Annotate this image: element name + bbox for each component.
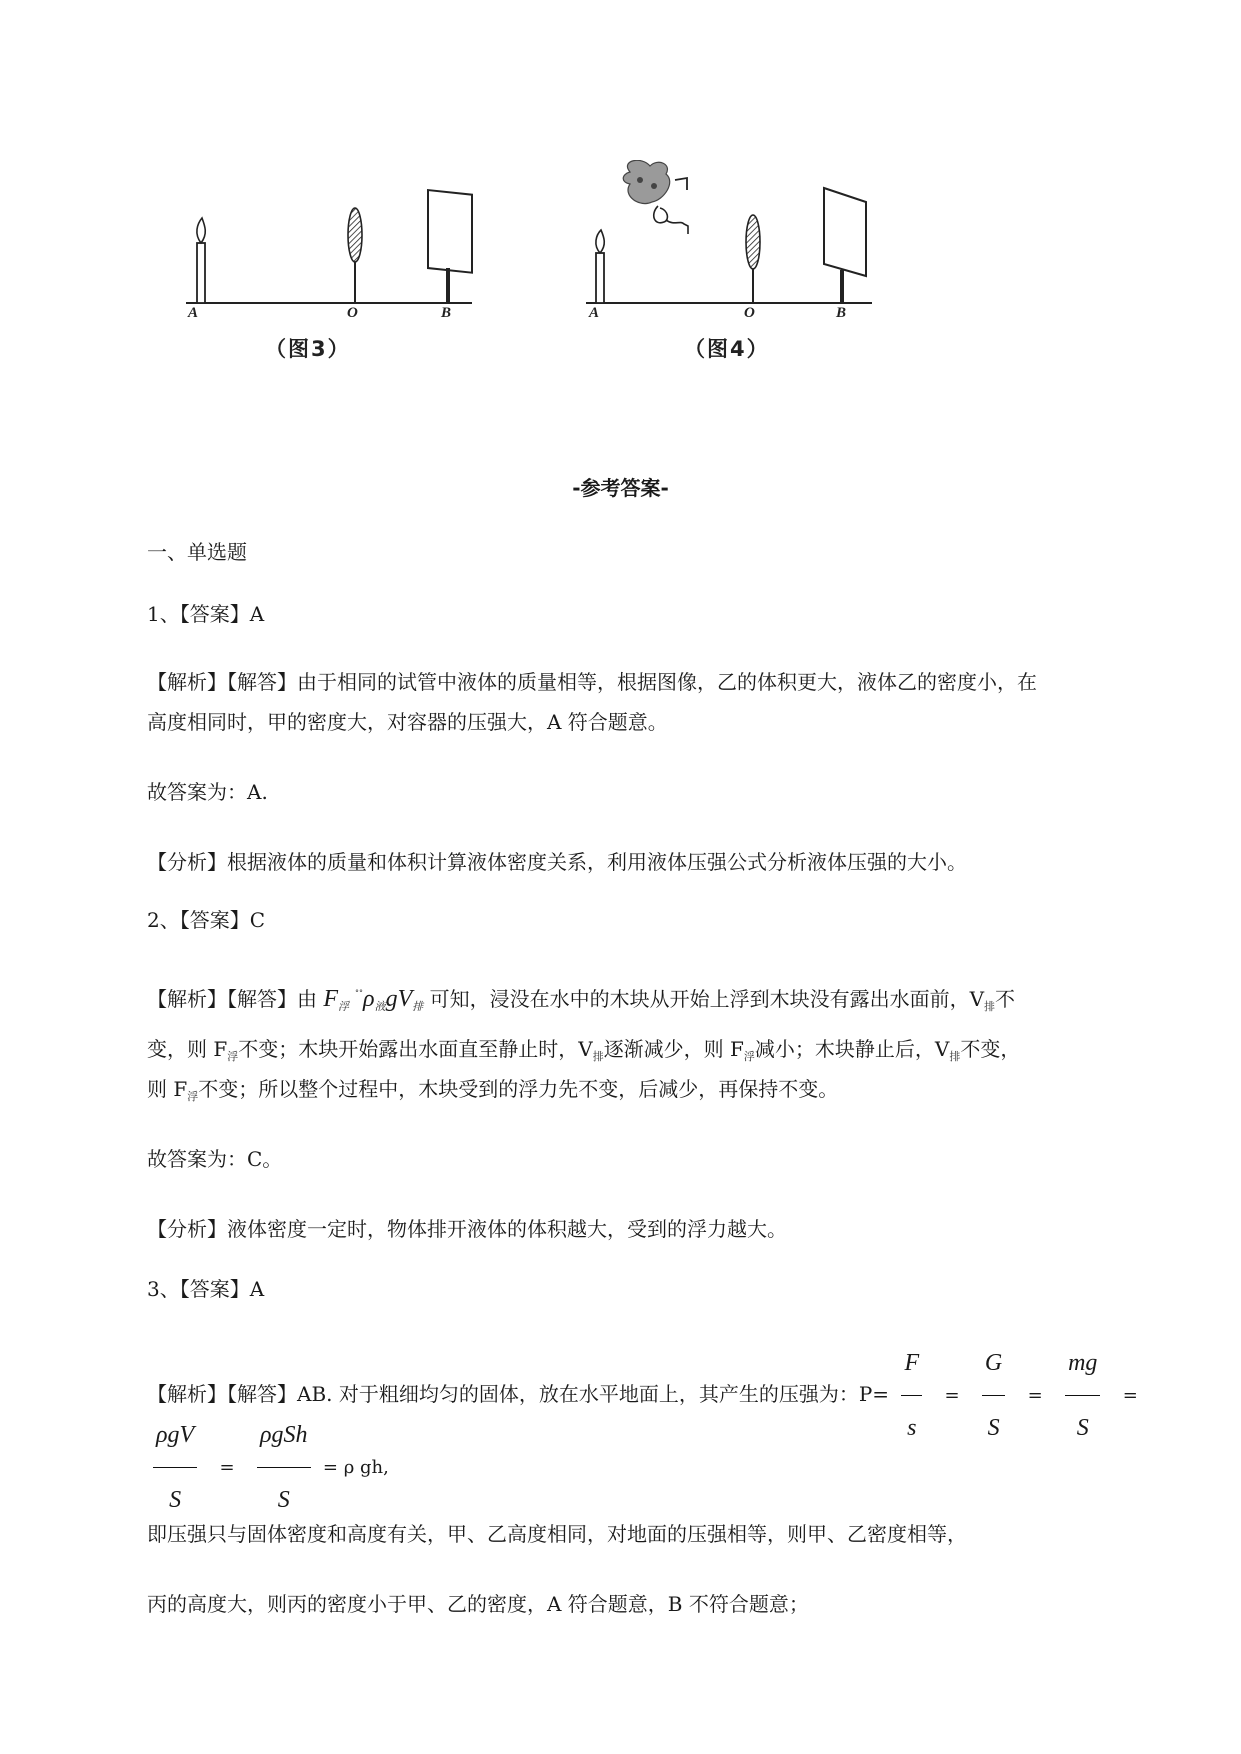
fraction-rhogv-over-s: $\frac{\text{ρgV}}{S}$ [153, 1405, 197, 1530]
q2-analysis-line-3: 则 $F_浮$不变；所以整个过程中，木块受到的浮力先不变，后减少，再保持不变。 [147, 1077, 839, 1103]
buoyancy-formula: $F_浮$ $^{˚˚}\rho_液gV_排$ [323, 986, 424, 1013]
figure-3-diagram [180, 180, 480, 310]
q2-fenxi: 【分析】液体密度一定时，物体排开液体的体积越大，受到的浮力越大。 [147, 1217, 787, 1241]
section-title: 一、单选题 [147, 540, 247, 564]
figure-3-caption: （图3） [265, 337, 351, 361]
q2-answer: 2、【答案】C [147, 908, 266, 932]
q3-analysis-line-2: $\frac{\text{ρgV}}{S}$ = $\frac{\text{ρgSh}}{S}$ = ρ gh, [147, 1405, 389, 1530]
q3-analysis-line-3: 即压强只与固体密度和高度有关，甲、乙高度相同，对地面的压强相等，则甲、乙密度相等， [147, 1522, 967, 1546]
observer-head-sketch [623, 160, 688, 234]
q3-answer: 3、【答案】A [147, 1277, 265, 1301]
q1-answer: 1、【答案】A [147, 602, 265, 626]
fraction-g-over-s: $\frac{G}{S}$ [982, 1333, 1005, 1458]
q3-analysis-line-4: 丙的高度大，则丙的密度小于甲、乙的密度，A 符合题意，B 不符合题意； [147, 1592, 809, 1616]
figure-4-diagram [580, 160, 880, 310]
point-o-label: O [347, 305, 358, 321]
point-a-label: A [188, 305, 199, 321]
point-o-label: O [744, 305, 755, 321]
fraction-rhogsh-over-s: $\frac{\text{ρgSh}}{S}$ [257, 1405, 311, 1530]
point-b-label: B [441, 305, 452, 321]
q1-analysis-line-2: 高度相同时，甲的密度大，对容器的压强大，A 符合题意。 [147, 710, 668, 734]
q1-fenxi: 【分析】根据液体的质量和体积计算液体密度关系，利用液体压强公式分析液体压强的大小。 [147, 850, 967, 874]
fraction-f-over-s: $\frac{F}{s}$ [901, 1333, 922, 1458]
q2-analysis-line-1: 【解析】【解答】由 $F_浮$ $^{˚˚}\rho_液gV_排$ 可知，浸没在水中的木块从开始上浮到木块没有露出水面前，$V_排$不 [147, 986, 1016, 1013]
q1-analysis-line-1: 【解析】【解答】由于相同的试管中液体的质量相等，根据图像，乙的体积更大，液体乙的密度小，在 [147, 670, 1037, 694]
fraction-mg-over-s: $\frac{mg}{S}$ [1065, 1333, 1100, 1458]
q2-conclusion: 故答案为：C。 [147, 1147, 283, 1171]
figure-4-caption: （图4） [684, 337, 770, 361]
q1-conclusion: 故答案为：A. [147, 780, 268, 804]
q2-analysis-line-2: 变，则 $F_浮$不变；木块开始露出水面直至静止时，$V_排$逐渐减少，则 $F_浮$减小；木块静止后，$V_排$不变， [147, 1037, 1021, 1063]
answer-key-title: -参考答案- [572, 476, 669, 500]
point-b-label: B [836, 305, 847, 321]
q3-analysis-line-1: 【解析】【解答】AB. 对于粗细均匀的固体，放在水平地面上，其产生的压强为：P= $\frac{F}{s}$ = $\frac{G}{S}$ = $\frac{mg}{S}$ = [147, 1333, 1148, 1458]
point-a-label: A [589, 305, 600, 321]
